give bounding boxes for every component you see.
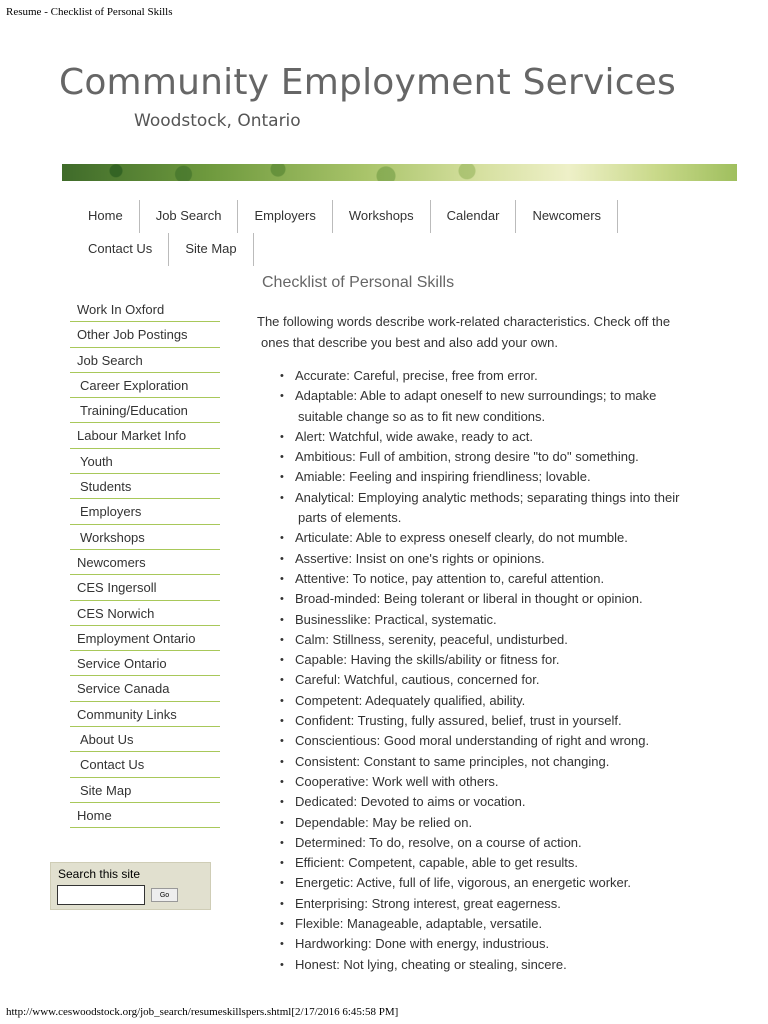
- skill-text: Analytical: Employing analytic methods; separating things into their: [295, 489, 680, 505]
- skill-text: Amiable: Feeling and inspiring friendliness; lovable.: [295, 469, 591, 485]
- top-nav-row-1: [72, 200, 692, 233]
- skill-text: Consistent: Constant to same principles, not changing.: [295, 753, 610, 769]
- page-title: Checklist of Personal Skills: [262, 274, 455, 291]
- skill-text: Broad-minded: Being tolerant or liberal in thought or opinion.: [295, 591, 643, 607]
- search-input[interactable]: [57, 885, 145, 905]
- sidebar-item-other-job-postings[interactable]: Other Job Postings: [70, 322, 220, 347]
- skill-text: Ambitious: Full of ambition, strong desire "to do" something.: [295, 449, 639, 465]
- skill-text: Dependable: May be relied on.: [295, 814, 473, 830]
- skill-text: Adaptable: Able to adapt oneself to new surroundings; to make: [295, 388, 657, 404]
- sidebar-item-work-in-oxford[interactable]: Work In Oxford: [70, 297, 220, 322]
- skill-text: Competent: Adequately qualified, ability.: [295, 692, 526, 708]
- skill-list-item: [280, 752, 700, 772]
- skill-list-item: [280, 610, 700, 630]
- skill-text: Efficient: Competent, capable, able to get results.: [295, 855, 579, 871]
- skill-list-item: [280, 731, 700, 751]
- sidebar-item-site-map[interactable]: Site Map: [70, 778, 220, 803]
- intro-line-1: The following words describe work-related characteristics. Check off the: [257, 314, 671, 329]
- skill-text: Careful: Watchful, cautious, concerned for.: [295, 672, 540, 688]
- top-navigation: [72, 200, 692, 266]
- sidebar-item-students[interactable]: Students: [70, 474, 220, 499]
- sidebar-item-employment-ontario[interactable]: Employment Ontario: [70, 626, 220, 651]
- skill-text: Articulate: Able to express oneself clearly, do not mumble.: [295, 530, 628, 546]
- skill-list-item: [280, 427, 700, 447]
- sidebar-item-training-education[interactable]: Training/Education: [70, 398, 220, 423]
- skill-list-item: [280, 447, 700, 467]
- skill-list-item: [280, 589, 700, 609]
- sidebar-nav: [70, 297, 220, 828]
- nav-link-job-search[interactable]: Job Search: [140, 200, 239, 233]
- sidebar-item-career-exploration[interactable]: Career Exploration: [70, 373, 220, 398]
- nav-link-contact-us[interactable]: Contact Us: [72, 233, 169, 266]
- search-go-button[interactable]: Go: [151, 888, 178, 902]
- skill-list-item: [280, 386, 700, 427]
- sidebar-item-ces-norwich[interactable]: CES Norwich: [70, 601, 220, 626]
- site-subtitle: Woodstock, Ontario: [134, 111, 301, 131]
- skill-text: Confident: Trusting, fully assured, belief, trust in yourself.: [295, 713, 622, 729]
- skill-list-item: [280, 914, 700, 934]
- sidebar-item-ces-ingersoll[interactable]: CES Ingersoll: [70, 575, 220, 600]
- skill-text: Capable: Having the skills/ability or fitness for.: [295, 652, 560, 668]
- skill-text: Calm: Stillness, serenity, peaceful, undisturbed.: [295, 631, 568, 647]
- top-nav-row-2: [72, 233, 692, 266]
- skill-text: Conscientious: Good moral understanding of right and wrong.: [295, 733, 650, 749]
- skill-text: Alert: Watchful, wide awake, ready to act.: [295, 428, 533, 444]
- sidebar-item-newcomers[interactable]: Newcomers: [70, 550, 220, 575]
- sidebar-item-contact-us[interactable]: Contact Us: [70, 752, 220, 777]
- nav-link-calendar[interactable]: Calendar: [431, 200, 517, 233]
- sidebar-item-about-us[interactable]: About Us: [70, 727, 220, 752]
- skill-list-item: [280, 894, 700, 914]
- skill-list-item: [280, 488, 700, 529]
- skill-text: Businesslike: Practical, systematic.: [295, 611, 497, 627]
- skill-text: Honest: Not lying, cheating or stealing, sincere.: [295, 956, 567, 972]
- skill-text: Hardworking: Done with energy, industrious.: [295, 936, 550, 952]
- skill-list-item: [280, 366, 700, 386]
- nav-link-employers[interactable]: Employers: [238, 200, 332, 233]
- skill-list-item: [280, 772, 700, 792]
- skill-text: Assertive: Insist on one's rights or opinions.: [295, 550, 545, 566]
- print-footer-url: http://www.ceswoodstock.org/job_search/resumeskillspers.shtml[2/17/2016 6:45:58 PM]: [6, 1006, 399, 1018]
- intro-paragraph: [257, 312, 697, 353]
- sidebar-item-home[interactable]: Home: [70, 803, 220, 828]
- skill-list-item: [280, 528, 700, 548]
- skill-text: Energetic: Active, full of life, vigorous, an energetic worker.: [295, 875, 632, 891]
- skill-list-item: [280, 873, 700, 893]
- skill-text-continued: parts of elements.: [298, 510, 402, 526]
- nav-link-home[interactable]: Home: [72, 200, 140, 233]
- skill-list-item: [280, 853, 700, 873]
- sidebar-item-job-search[interactable]: Job Search: [70, 348, 220, 373]
- skill-list-item: [280, 630, 700, 650]
- skill-list-item: [280, 833, 700, 853]
- site-title[interactable]: Community Employment Services: [59, 62, 676, 103]
- skill-list-item: [280, 670, 700, 690]
- search-label: Search this site: [58, 867, 141, 881]
- skill-list-item: [280, 691, 700, 711]
- header-banner-image: [62, 164, 737, 181]
- skill-text: Enterprising: Strong interest, great eagerness.: [295, 895, 561, 911]
- skill-text: Cooperative: Work well with others.: [295, 773, 499, 789]
- sidebar-item-workshops[interactable]: Workshops: [70, 525, 220, 550]
- skill-text-continued: suitable change so as to fit new conditions.: [298, 408, 546, 424]
- skill-list-item: [280, 650, 700, 670]
- sidebar-item-employers[interactable]: Employers: [70, 499, 220, 524]
- skill-list-item: [280, 934, 700, 954]
- sidebar-item-service-canada[interactable]: Service Canada: [70, 676, 220, 701]
- nav-link-workshops[interactable]: Workshops: [333, 200, 431, 233]
- skill-text: Flexible: Manageable, adaptable, versatile.: [295, 916, 543, 932]
- skill-text: Attentive: To notice, pay attention to, careful attention.: [295, 570, 605, 586]
- sidebar-item-community-links[interactable]: Community Links: [70, 702, 220, 727]
- skill-list-item: [280, 955, 700, 975]
- skill-list-item: [280, 467, 700, 487]
- intro-line-2: ones that describe you best and also add your own.: [261, 334, 559, 350]
- sidebar-item-labour-market-info[interactable]: Labour Market Info: [70, 423, 220, 448]
- skill-text: Accurate: Careful, precise, free from error.: [295, 368, 538, 383]
- print-header: Resume - Checklist of Personal Skills: [6, 6, 173, 18]
- nav-link-site-map[interactable]: Site Map: [169, 233, 253, 266]
- skill-list-item: [280, 711, 700, 731]
- sidebar-item-service-ontario[interactable]: Service Ontario: [70, 651, 220, 676]
- skill-list-item: [280, 549, 700, 569]
- site-search-box: [50, 862, 211, 910]
- sidebar-item-youth[interactable]: Youth: [70, 449, 220, 474]
- skill-text: Determined: To do, resolve, on a course of action.: [295, 834, 582, 850]
- skill-list-item: [280, 813, 700, 833]
- skill-list-item: [280, 569, 700, 589]
- skill-list-item: [280, 792, 700, 812]
- nav-link-newcomers[interactable]: Newcomers: [516, 200, 618, 233]
- skills-list: [280, 366, 700, 975]
- skill-text: Dedicated: Devoted to aims or vocation.: [295, 794, 526, 810]
